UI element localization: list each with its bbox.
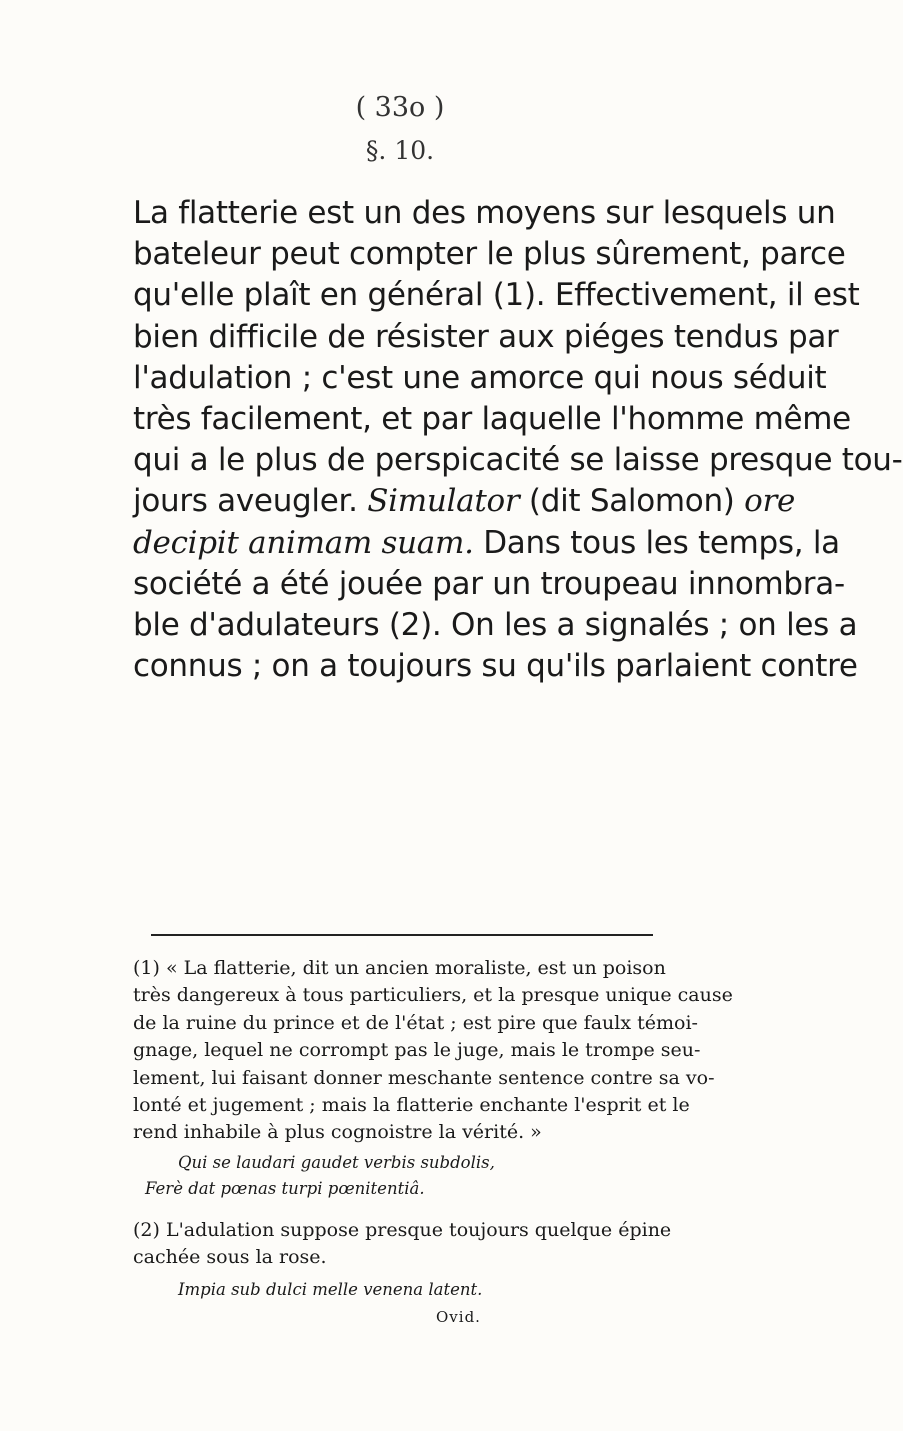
verse-author: Ovid. bbox=[436, 1307, 481, 1326]
footnote-line: de la ruine du prince et de l'état ; est pire que faulx témoi- bbox=[133, 1011, 698, 1034]
main-line-end: Dans tous les temps, la bbox=[473, 524, 840, 561]
main-line: qui a le plus de perspicacité se laisse presque tou- bbox=[133, 442, 903, 479]
latin-verse: Qui se laudari gaudet verbis subdolis, bbox=[178, 1152, 495, 1172]
latin-verse: Ferè dat pœnas turpi pœnitentiâ. bbox=[145, 1178, 425, 1198]
main-line: bateleur peut compter le plus sûrement, parce bbox=[133, 236, 846, 273]
page-number: ( 33o ) bbox=[355, 92, 445, 123]
main-line: l'adulation ; c'est une amorce qui nous séduit bbox=[133, 359, 827, 396]
footnote-line: rend inhabile à plus cognoistre la vérité. » bbox=[133, 1121, 542, 1144]
footnote-line: gnage, lequel ne corrompt pas le juge, mais le trompe seu- bbox=[133, 1039, 701, 1062]
main-line: connus ; on a toujours su qu'ils parlaient contre bbox=[133, 648, 858, 685]
footnote-line: lement, lui faisant donner meschante sentence contre sa vo- bbox=[133, 1066, 715, 1089]
main-line: société a été jouée par un troupeau innombra- bbox=[133, 565, 845, 602]
footnote-line: (2) L'adulation suppose presque toujours quelque épine bbox=[133, 1218, 672, 1241]
footnote-line: cachée sous la rose. bbox=[133, 1246, 327, 1269]
footnote-line: lonté et jugement ; mais la flatterie enchante l'esprit et le bbox=[133, 1094, 690, 1117]
latin-word-simulator: Simulator bbox=[367, 483, 520, 520]
latin-phrase: decipit animam suam. bbox=[133, 524, 474, 561]
latin-word-ore: ore bbox=[744, 483, 796, 520]
footnotes bbox=[133, 955, 733, 1331]
main-line: La flatterie est un des moyens sur lesquels un bbox=[133, 195, 836, 231]
main-line: très facilement, et par laquelle l'homme même bbox=[133, 401, 851, 438]
section-heading: §. 10. bbox=[365, 136, 435, 165]
footnote-line: très dangereux à tous particuliers, et la presque unique cause bbox=[133, 984, 733, 1007]
footnote-line: (1) « La flatterie, dit un ancien moraliste, est un poison bbox=[133, 957, 666, 979]
main-line: qu'elle plaît en général (1). Effectivement, il est bbox=[133, 277, 860, 314]
main-line bbox=[133, 481, 796, 522]
main-line: bien difficile de résister aux piéges tendus par bbox=[133, 318, 839, 355]
main-line bbox=[133, 523, 840, 564]
footnote-2 bbox=[133, 1217, 672, 1331]
main-line-start: jours aveugler. bbox=[133, 483, 358, 520]
main-line: ble d'adulateurs (2). On les a signalés ; on les a bbox=[133, 607, 858, 644]
attribution-salomon: (dit Salomon) bbox=[519, 483, 745, 520]
footnote-1 bbox=[133, 955, 733, 1201]
main-text bbox=[133, 193, 903, 687]
footnote-divider bbox=[151, 934, 653, 936]
latin-verse: Impia sub dulci melle venena latent. bbox=[178, 1279, 483, 1299]
